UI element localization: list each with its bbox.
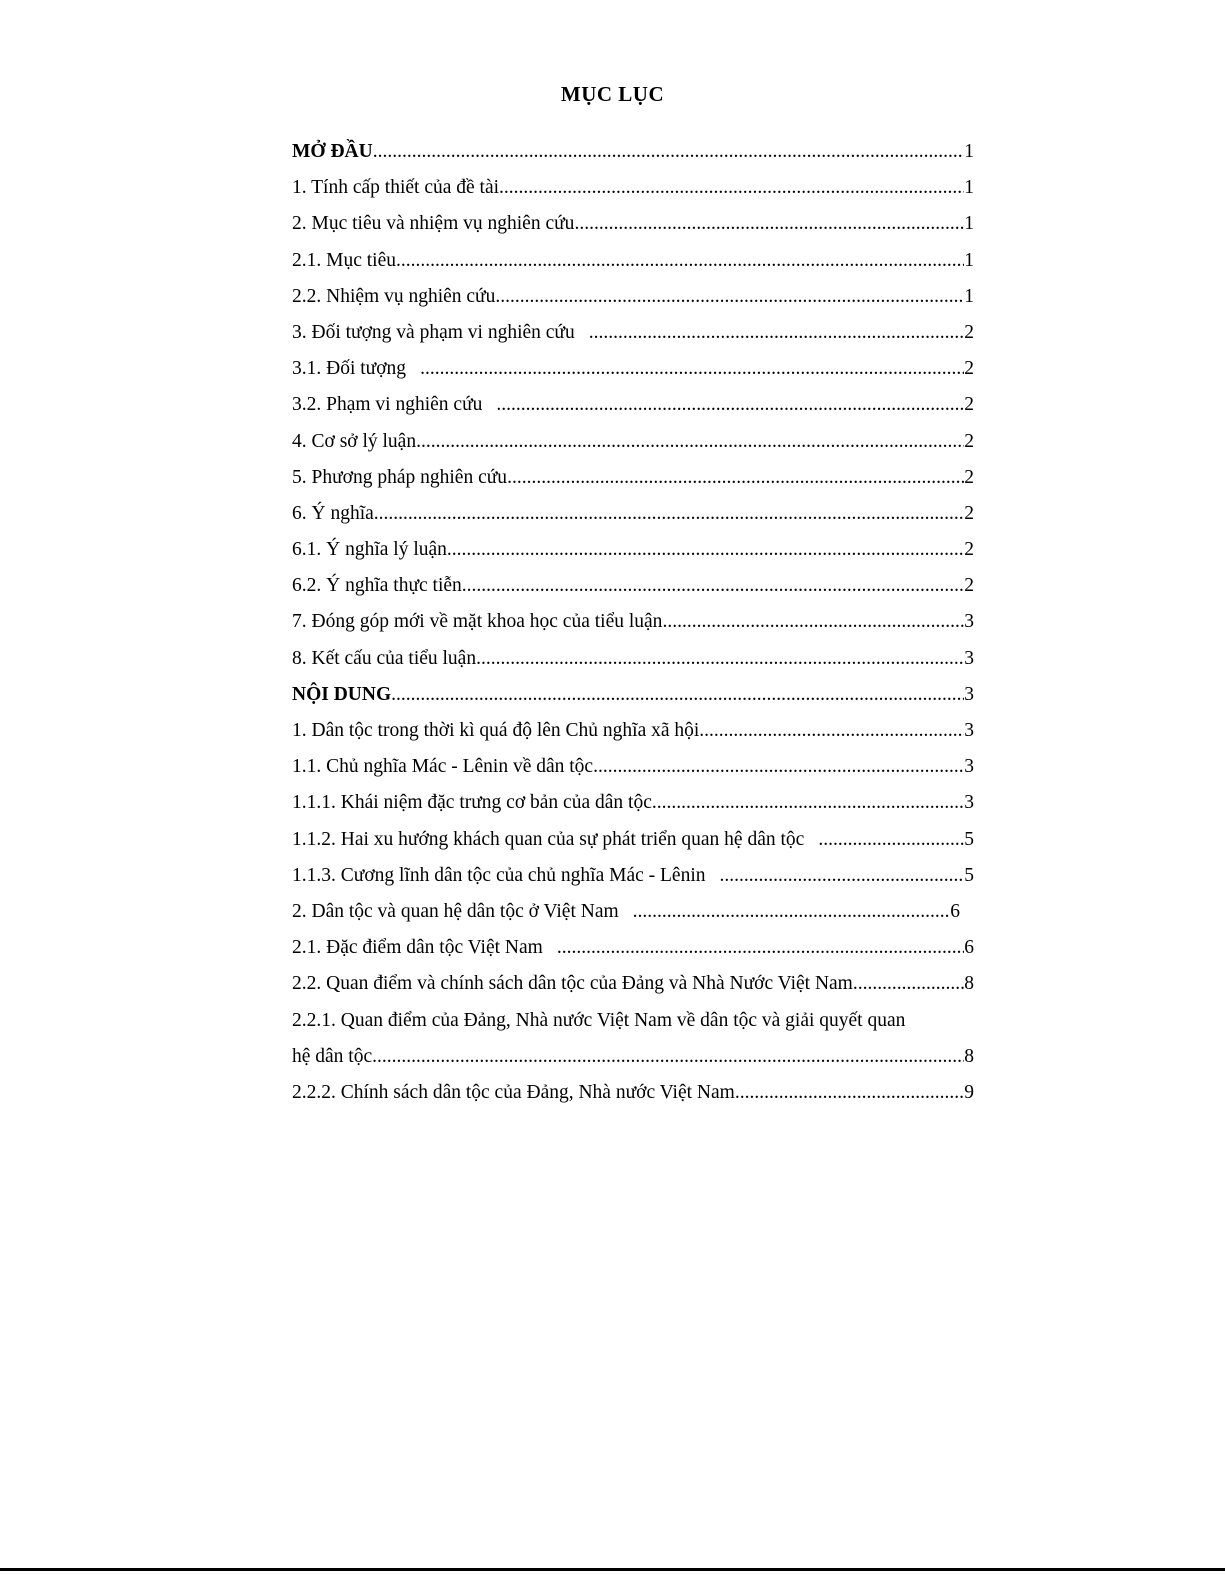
toc-entry[interactable] [292,822,974,858]
toc-entry-text: 1. Dân tộc trong thời kì quá độ lên Chủ nghĩa xã hội [292,720,700,741]
toc-page-number: 8 [964,973,974,995]
dot-leader [499,170,964,206]
toc-entry-text: 6. Ý nghĩa [292,502,374,524]
toc-page-number: 1 [964,177,974,199]
dot-leader [391,677,964,713]
dot-leader [853,966,964,1002]
toc-page-number: 6 [964,937,974,959]
dot-leader [652,785,964,821]
toc-entry[interactable] [292,749,974,785]
toc-entry-text: 1.1. Chủ nghĩa Mác - Lênin về dân tộc [292,756,594,778]
toc-entry[interactable] [292,1075,974,1111]
dot-leader [735,1075,964,1111]
toc-entry-text: 3. Đối tượng và phạm vi nghiên cứu [292,321,575,343]
dot-leader [476,641,964,677]
toc-entry-text: 2. Mục tiêu và nhiệm vụ nghiên cứu [292,213,575,235]
toc-entry[interactable] [292,206,974,242]
dot-leader [818,822,964,858]
toc-entry-text: 3.2. Phạm vi nghiên cứu [292,394,483,416]
toc-entry-text: 1.1.2. Hai xu hướng khách quan của sự phát triển quan hệ dân tộc [292,828,805,850]
toc-entry-text: NỘI DUNG [292,683,392,705]
toc-entry[interactable] [292,532,974,568]
toc-page-number: 1 [964,141,974,162]
dot-leader [589,315,965,351]
toc-entry-mo-dau[interactable] [292,134,974,170]
dot-leader [495,279,964,315]
toc-page-number: 2 [964,430,974,452]
toc-page-number: 5 [964,828,974,850]
table-of-contents [292,134,974,1111]
dot-leader [396,243,964,279]
toc-entry[interactable] [292,315,974,351]
dot-leader [496,387,964,423]
toc-entry[interactable] [292,785,974,821]
toc-page-number: 2 [964,466,974,488]
dot-leader [593,749,964,785]
toc-page-number: 2 [964,575,974,597]
toc-entry-text: 6.1. Ý nghĩa lý luận [292,539,447,561]
dot-leader [416,424,964,460]
dot-leader [699,713,964,749]
toc-entry[interactable] [292,966,974,1002]
toc-page-number: 8 [964,1045,974,1067]
toc-entry-text: 5. Phương pháp nghiên cứu [292,466,508,488]
toc-entry-text: 8. Kết cấu của tiểu luận [292,647,477,669]
dot-leader [447,532,964,568]
toc-page-number: 3 [964,756,974,778]
toc-page-number: 3 [964,647,974,669]
toc-entry-line1[interactable] [292,1003,974,1039]
toc-entry-text: 2.2. Quan điểm và chính sách dân tộc của Đảng và Nhà Nước Việt Nam [292,973,853,995]
toc-entry-text: 7. Đóng góp mới về mặt khoa học của tiểu luận [292,611,663,633]
toc-entry-text: 1.1.3. Cương lĩnh dân tộc của chủ nghĩa Mác - Lênin [292,864,706,886]
toc-page-number: 3 [964,611,974,633]
toc-page-number: 2 [964,394,974,416]
toc-page-number: 1 [964,213,974,235]
toc-entry[interactable] [292,460,974,496]
dot-leader [374,496,964,532]
toc-entry[interactable] [292,713,974,749]
toc-entry[interactable] [292,894,974,930]
dot-leader [720,858,965,894]
toc-page-number: 9 [964,1081,974,1103]
toc-entry-text: 6.2. Ý nghĩa thực tiễn [292,575,462,597]
toc-entry-text: 2. Dân tộc và quan hệ dân tộc ở Việt Nam [292,900,619,922]
toc-entry-text: 2.2. Nhiệm vụ nghiên cứu [292,285,496,307]
page-bottom-border [0,1568,1225,1571]
dot-leader [373,134,965,170]
toc-entry[interactable] [292,387,974,423]
toc-page-number: 3 [964,720,974,741]
dot-leader [574,206,964,242]
toc-page-number: 3 [964,683,974,705]
toc-entry-text: 2.2.2. Chính sách dân tộc của Đảng, Nhà nước Việt Nam [292,1081,735,1103]
dot-leader [633,894,951,930]
dot-leader [462,568,964,604]
toc-entry-text: MỞ ĐẦU [292,141,373,162]
toc-entry[interactable] [292,604,974,640]
toc-page-number: 2 [964,502,974,524]
toc-entry[interactable] [292,424,974,460]
toc-page-number: 2 [964,539,974,561]
toc-entry[interactable] [292,170,974,206]
toc-entry[interactable] [292,351,974,387]
toc-page-number: 2 [964,358,974,380]
toc-entry[interactable] [292,641,974,677]
toc-entry[interactable] [292,930,974,966]
dot-leader [557,930,964,966]
toc-entry[interactable] [292,858,974,894]
toc-entry[interactable] [292,279,974,315]
dot-leader [372,1039,964,1075]
toc-page-number: 5 [964,864,974,886]
toc-entry-text: 2.1. Mục tiêu [292,249,396,271]
page-title: MỤC LỤC [560,82,665,106]
toc-entry[interactable] [292,496,974,532]
toc-entry-noi-dung[interactable] [292,677,974,713]
toc-page-number: 6 [950,900,960,922]
toc-entry-text: 3.1. Đối tượng [292,358,407,380]
dot-leader [662,604,964,640]
toc-entry-text: 2.2.1. Quan điểm của Đảng, Nhà nước Việt Nam về dân tộc và giải quyết quan [292,1009,906,1031]
toc-entry[interactable] [292,568,974,604]
toc-entry-line2[interactable] [292,1039,974,1075]
dot-leader [420,351,964,387]
toc-page-number: 1 [964,285,974,307]
toc-page-number: 3 [964,792,974,814]
toc-entry-text: 1.1.1. Khái niệm đặc trưng cơ bản của dân tộc [292,792,652,814]
dot-leader [507,460,964,496]
toc-entry-text: hệ dân tộc [292,1045,373,1067]
toc-entry-text: 2.1. Đặc điểm dân tộc Việt Nam [292,937,543,959]
toc-page-number: 1 [964,249,974,271]
toc-entry-text: 4. Cơ sở lý luận [292,430,417,452]
toc-entry[interactable] [292,243,974,279]
toc-entry-text: 1. Tính cấp thiết của đề tài [292,177,500,199]
toc-page-number: 2 [964,321,974,343]
